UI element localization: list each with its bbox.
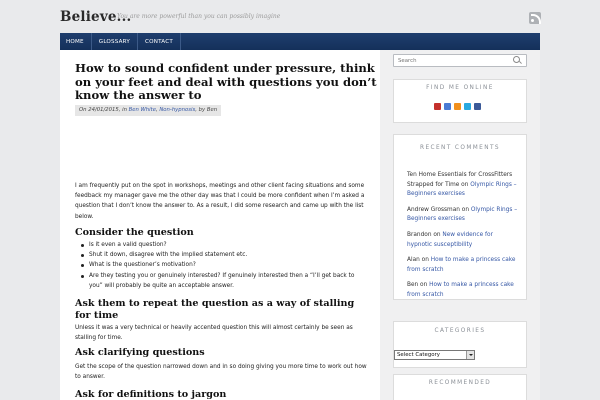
- post-title[interactable]: How to sound confident under pressure, think on your feet and deal with questions you don’t know the answer to: [75, 61, 377, 102]
- comment-author: Alan: [407, 257, 420, 264]
- meta-separator: ,: [155, 107, 158, 113]
- post-intro: I am frequently put on the spot in workshops, meetings and other client facing situations and some feedback my manager gave me the other day was that I could be more confident when I’m asked a question that I don’t know the answer to. As a result, I did some research and came up with the list below.: [75, 183, 365, 220]
- list-item: Shut it down, disagree with the implied statement etc.: [89, 250, 369, 260]
- main-content: [60, 50, 380, 400]
- comment-on: on: [419, 257, 431, 264]
- category-link-non-hypnosis[interactable]: Non-hypnosis: [159, 107, 196, 113]
- rss-icon[interactable]: [454, 103, 461, 110]
- youtube-icon[interactable]: [434, 103, 441, 110]
- comment-on: on: [418, 282, 430, 289]
- comment-author: Brandon: [407, 231, 432, 238]
- recommended-widget: [393, 374, 527, 400]
- heading-clarify: Ask clarifying questions: [75, 347, 205, 358]
- category-link-ben-white[interactable]: Ben White: [128, 107, 156, 113]
- site-header: [0, 0, 600, 33]
- post-meta: [75, 105, 221, 116]
- list-item: [407, 281, 519, 300]
- facebook-icon[interactable]: [474, 103, 481, 110]
- list-item: Are they testing you or genuinely interested? If genuinely interested then a “I’ll get back to you” will probably be quite an acceptable answer.: [89, 271, 369, 291]
- nav-item-contact[interactable]: CONTACT: [138, 33, 181, 50]
- meta-date: On 24/01/2015, in: [79, 107, 127, 113]
- heading-repeat: Ask them to repeat the question as a way of stalling for time: [75, 298, 355, 321]
- chevron-down-icon: [466, 351, 474, 359]
- list-item: Is it even a valid question?: [89, 240, 369, 250]
- widget-title-recent-comments: RECENT COMMENTS: [420, 145, 500, 151]
- twitter-icon[interactable]: [464, 103, 471, 110]
- paragraph-clarify: Get the scope of the question narrowed down and in so doing giving you more time to work out how to answer.: [75, 364, 367, 381]
- list-item: [407, 206, 519, 225]
- meta-author: , by Ben: [195, 107, 218, 113]
- rss-icon[interactable]: [529, 12, 541, 24]
- search-input[interactable]: [393, 54, 527, 67]
- widget-title-categories: CATEGORIES: [434, 328, 486, 334]
- list-item: What is the questioner’s motivation?: [89, 260, 369, 270]
- find-me-widget: [393, 79, 527, 123]
- site-tagline: You are more powerful than you can possibly imagine: [117, 13, 281, 20]
- list-item: [407, 231, 519, 250]
- comment-on: on: [431, 231, 443, 238]
- site-title[interactable]: Believe...: [60, 9, 132, 25]
- comment-on: on: [459, 206, 471, 213]
- comment-on: on: [459, 181, 471, 188]
- sidebar: [380, 50, 540, 400]
- comment-post-link[interactable]: New evidence for hypnotic susceptibility: [407, 231, 493, 248]
- comment-author: Ben: [407, 282, 419, 289]
- consider-list: [89, 240, 369, 291]
- widget-title-find-me: FIND ME ONLINE: [426, 85, 494, 91]
- google-icon[interactable]: [444, 103, 451, 110]
- heading-consider: Consider the question: [75, 227, 194, 238]
- search-icon[interactable]: [513, 56, 520, 63]
- category-select-value: Select Category: [397, 352, 440, 358]
- list-item: [407, 171, 519, 200]
- comment-author: Andrew Grossman: [407, 206, 460, 213]
- comment-post-link[interactable]: How to make a princess cake from scratch: [407, 257, 516, 273]
- widget-title-recommended: RECOMMENDED: [428, 380, 492, 386]
- comment-post-link[interactable]: Olympic Rings – Beginners exercises: [407, 206, 518, 223]
- recent-comments-list: [407, 171, 519, 307]
- comment-author-link[interactable]: Ten Home Essentials for CrossFitters Strapped for Time: [407, 172, 513, 188]
- nav-item-glossary[interactable]: GLOSSARY: [92, 33, 138, 50]
- paragraph-repeat: Unless it was a very technical or heavily accented question this will almost certainly be seen as stalling for time.: [75, 325, 353, 342]
- category-select[interactable]: [394, 350, 475, 360]
- comment-post-link[interactable]: Olympic Rings – Beginners exercises: [407, 181, 517, 198]
- main-nav: [60, 33, 540, 50]
- recent-comments-widget: [393, 134, 527, 300]
- social-icons: [434, 103, 481, 110]
- comment-post-link[interactable]: How to make a princess cake from scratch: [407, 282, 514, 298]
- heading-definitions: Ask for definitions to jargon: [75, 389, 227, 400]
- categories-widget: [393, 321, 527, 368]
- nav-item-home[interactable]: HOME: [60, 33, 92, 50]
- list-item: [407, 256, 519, 275]
